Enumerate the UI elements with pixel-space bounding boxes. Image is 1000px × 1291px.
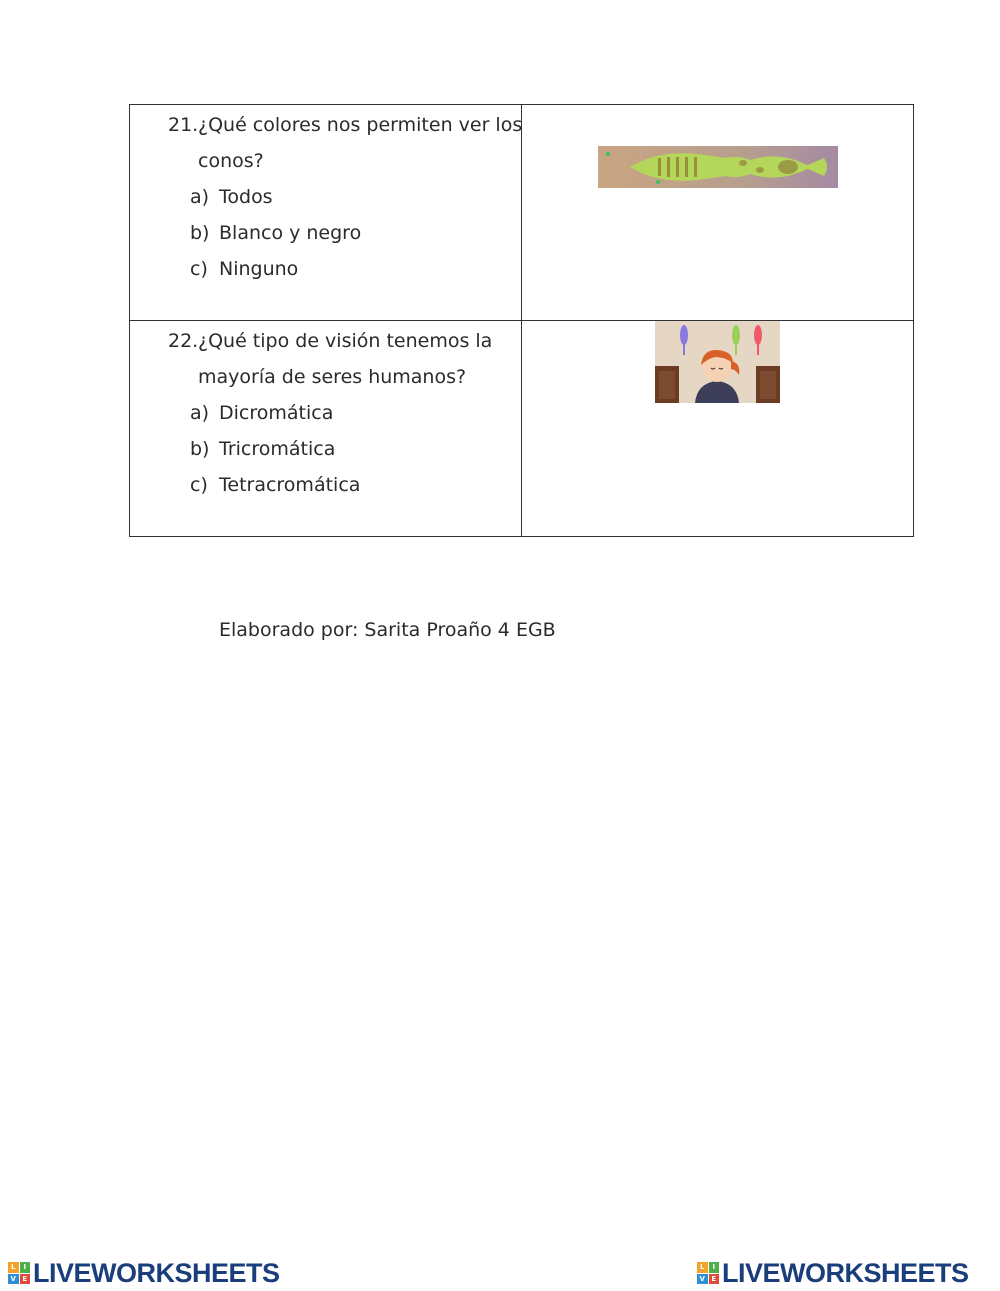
image-cell: [522, 105, 913, 320]
logo-mark-icon: L I V E: [8, 1262, 30, 1284]
question-row: [130, 321, 913, 537]
option-letter: a): [190, 186, 210, 208]
question-number: 22.: [168, 330, 199, 352]
author-credit: Elaborado por: Sarita Proaño 4 EGB: [219, 619, 556, 641]
option-text: Tricromática: [219, 438, 336, 460]
option-letter: c): [190, 474, 208, 496]
question-number: 21.: [168, 114, 199, 136]
option-letter: c): [190, 258, 208, 280]
logo-text: LIVEWORKSHEETS: [33, 1257, 280, 1288]
option-text: Tetracromática: [219, 474, 361, 496]
option-text: Blanco y negro: [219, 222, 362, 244]
logo-text: LIVEWORKSHEETS: [722, 1257, 969, 1288]
liveworksheets-logo: [697, 1258, 969, 1288]
option-letter: b): [190, 222, 210, 244]
question-text: ¿Qué colores nos permiten ver los conos?: [198, 114, 523, 172]
image-cell: [522, 321, 913, 537]
question-cell: [130, 105, 522, 320]
question-row: [130, 105, 913, 321]
logo-mark-icon: L I V E: [697, 1262, 719, 1284]
option-letter: a): [190, 402, 210, 424]
girl-vision-illustration: [655, 321, 780, 403]
cone-cell-illustration: [598, 146, 838, 188]
questions-table: [129, 104, 914, 537]
option-text: Dicromática: [219, 402, 334, 424]
option-letter: b): [190, 438, 210, 460]
liveworksheets-logo: [8, 1258, 280, 1288]
option-text: Todos: [219, 186, 273, 208]
option-text: Ninguno: [219, 258, 299, 280]
question-text: ¿Qué tipo de visión tenemos la mayoría de seres humanos?: [198, 330, 493, 388]
question-cell: [130, 321, 522, 537]
